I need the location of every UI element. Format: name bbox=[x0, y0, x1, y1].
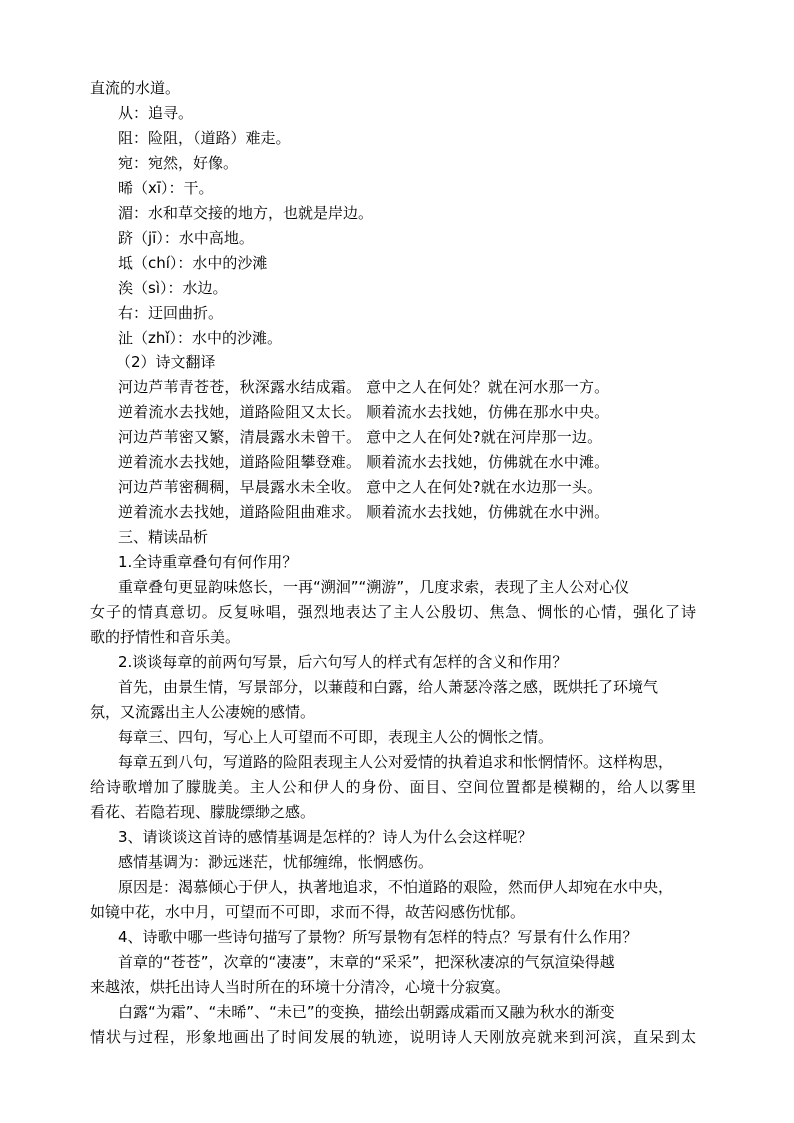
annotation-line: 沚（zhǐ）：水中的沙滩。 bbox=[118, 329, 283, 347]
annotation-line: 右：迂回曲折。 bbox=[118, 304, 224, 322]
paragraph-line: 感情基调为：渺远迷茫，忧郁缠绵，怅惘感伤。 bbox=[118, 853, 434, 871]
paragraph-line: 每章五到八句，写道路的险阻表现主人公对爱情的执着追求和怅惘情怀。这样构思， bbox=[118, 753, 674, 771]
paragraph-line: 女子的情真意切。反复咏唱，强烈地表达了主人公殷切、焦急、惆怅的心情，强化了诗 bbox=[90, 603, 696, 621]
question-line: 1.全诗重章叠句有何作用？ bbox=[118, 553, 298, 571]
paragraph-line: 每章三、四句，写心上人可望而不可即，表现主人公的惆怅之情。 bbox=[118, 728, 554, 746]
paragraph-line: 首先，由景生情，写景部分，以蒹葭和白露，给人萧瑟冷落之感，既烘托了环境气 bbox=[118, 678, 659, 696]
text-line: 直流的水道。 bbox=[90, 79, 181, 97]
question-line: 4、诗歌中哪一些诗句描写了景物？所写景物有怎样的特点？写景有什么作用？ bbox=[118, 928, 638, 946]
annotation-line: 湄：水和草交接的地方，也就是岸边。 bbox=[118, 204, 374, 222]
paragraph-line: 原因是：渴慕倾心于伊人，执著地追求，不怕道路的艰险，然而伊人却宛在水中央， bbox=[118, 878, 674, 896]
translation-line: 逆着流水去找她，道路险阻曲难求。 顺着流水去找她，仿佛就在水中洲。 bbox=[118, 503, 610, 521]
paragraph-line: 首章的“苍苍”，次章的“凄凄”，末章的“采采”，把深秋凄凉的气氛渲染得越 bbox=[118, 953, 615, 971]
question-line: 3、请谈谈这首诗的感情基调是怎样的？诗人为什么会这样呢？ bbox=[118, 828, 533, 846]
annotation-line: 阻：险阻，（道路）难走。 bbox=[118, 129, 291, 147]
annotation-line: 从：追寻。 bbox=[118, 104, 194, 122]
paragraph-line: 情状与过程，形象地画出了时间发展的轨迹，说明诗人天刚放亮就来到河滨，直呆到太 bbox=[90, 1028, 696, 1046]
annotation-line: 晞（xī）：干。 bbox=[118, 179, 214, 197]
paragraph-line: 看花、若隐若现、朦胧缥缈之感。 bbox=[90, 803, 316, 821]
annotation-line: 跻（jī）：水中高地。 bbox=[118, 229, 254, 247]
translation-line: 逆着流水去找她，道路险阻又太长。 顺着流水去找她，仿佛在那水中央。 bbox=[118, 403, 610, 421]
section-heading: （2）诗文翻译 bbox=[116, 353, 216, 371]
paragraph-line: 来越浓，烘托出诗人当时所在的环境十分清冷，心境十分寂寞。 bbox=[90, 978, 511, 996]
paragraph-line: 给诗歌增加了朦胧美。主人公和伊人的身份、面目、空间位置都是模糊的，给人以雾里 bbox=[90, 778, 696, 796]
translation-line: 河边芦苇密又繁，清晨露水未曾干。 意中之人在何处?就在河岸那一边。 bbox=[118, 428, 603, 446]
paragraph-line: 歌的抒情性和音乐美。 bbox=[90, 628, 241, 646]
annotation-line: 坻（chí）：水中的沙滩 bbox=[118, 254, 268, 272]
paragraph-line: 氛，又流露出主人公凄婉的感情。 bbox=[90, 703, 316, 721]
section-heading: 三、精读品析 bbox=[118, 528, 209, 546]
question-line: 2.谈谈每章的前两句写景，后六句写人的样式有怎样的含义和作用？ bbox=[118, 653, 568, 671]
annotation-line: 宛：宛然，好像。 bbox=[118, 154, 239, 172]
paragraph-line: 如镜中花，水中月，可望而不可即，求而不得，故苦闷感伤忧郁。 bbox=[90, 903, 526, 921]
paragraph-line: 重章叠句更显韵味悠长，一再“溯洄”“溯游”，几度求索，表现了主人公对心仪 bbox=[118, 578, 630, 596]
translation-line: 河边芦苇青苍苍，秋深露水结成霜。 意中之人在何处？就在河水那一方。 bbox=[118, 378, 610, 396]
translation-line: 河边芦苇密稠稠，早晨露水未全收。 意中之人在何处?就在水边那一头。 bbox=[118, 478, 603, 496]
paragraph-line: 白露“为霜”、“未晞”、“未已”的变换，描绘出朝露成霜而又融为秋水的渐变 bbox=[118, 1003, 615, 1021]
translation-line: 逆着流水去找她，道路险阻攀登难。 顺着流水去找她，仿佛就在水中滩。 bbox=[118, 453, 610, 471]
annotation-line: 涘（sì）：水边。 bbox=[118, 279, 228, 297]
